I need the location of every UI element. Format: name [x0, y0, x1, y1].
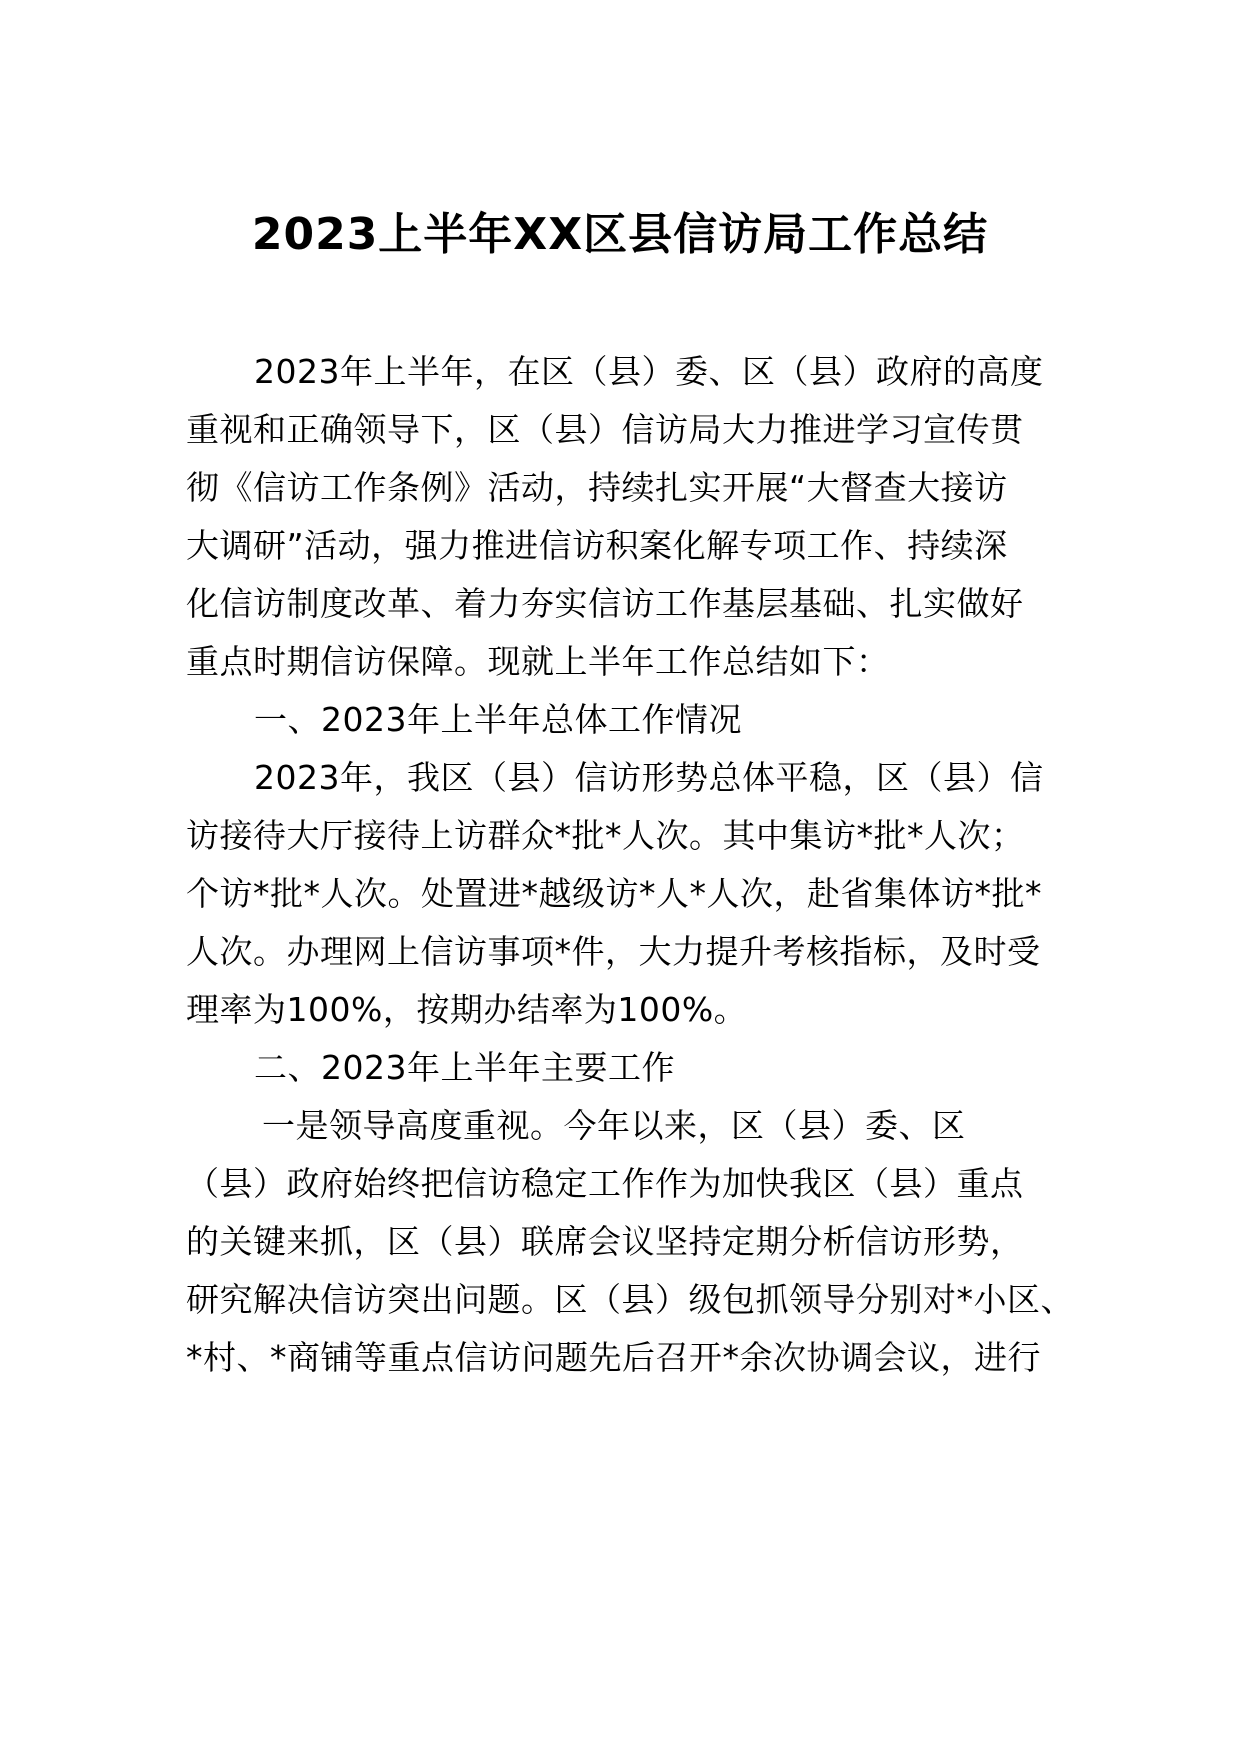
- paragraph-line: 2023年，我区（县）信访形势总体平稳，区（县）信: [254, 758, 1044, 797]
- paragraph-line: 研究解决信访突出问题。区（县）级包抓领导分别对*小区、: [186, 1280, 1074, 1319]
- paragraph-line: 访接待大厅接待上访群众*批*人次。其中集访*批*人次；: [186, 816, 1025, 855]
- paragraph-line: 个访*批*人次。处置进*越级访*人*人次，赴省集体访*批*: [186, 874, 1042, 913]
- section-heading: 一、2023年上半年总体工作情况: [254, 700, 742, 739]
- paragraph-line: 重视和正确领导下，区（县）信访局大力推进学习宣传贯: [186, 410, 1024, 449]
- paragraph-line: 大调研”活动，强力推进信访积案化解专项工作、持续深: [186, 526, 1008, 565]
- paragraph-line: 的关键来抓，区（县）联席会议坚持定期分析信访形势，: [186, 1222, 1024, 1261]
- paragraph-line: 2023年上半年，在区（县）委、区（县）政府的高度: [254, 352, 1044, 391]
- paragraph-line: 化信访制度改革、着力夯实信访工作基层基础、扎实做好: [186, 584, 1024, 623]
- document-title: 2023上半年XX区县信访局工作总结: [251, 209, 989, 260]
- paragraph-line: 重点时期信访保障。现就上半年工作总结如下：: [186, 642, 890, 681]
- paragraph-line: （县）政府始终把信访稳定工作作为加快我区（县）重点: [186, 1164, 1024, 1203]
- paragraph-line: 一是领导高度重视。今年以来，区（县）委、区: [262, 1106, 966, 1145]
- paragraph-line: 彻《信访工作条例》活动，持续扎实开展“大督查大接访: [186, 468, 1008, 507]
- paragraph-line: 人次。办理网上信访事项*件，大力提升考核指标，及时受: [186, 932, 1041, 971]
- paragraph-line: *村、*商铺等重点信访问题先后召开*余次协调会议，进行: [186, 1338, 1041, 1377]
- section-heading: 二、2023年上半年主要工作: [254, 1048, 675, 1087]
- paragraph-line: 理率为100%，按期办结率为100%。: [186, 990, 748, 1029]
